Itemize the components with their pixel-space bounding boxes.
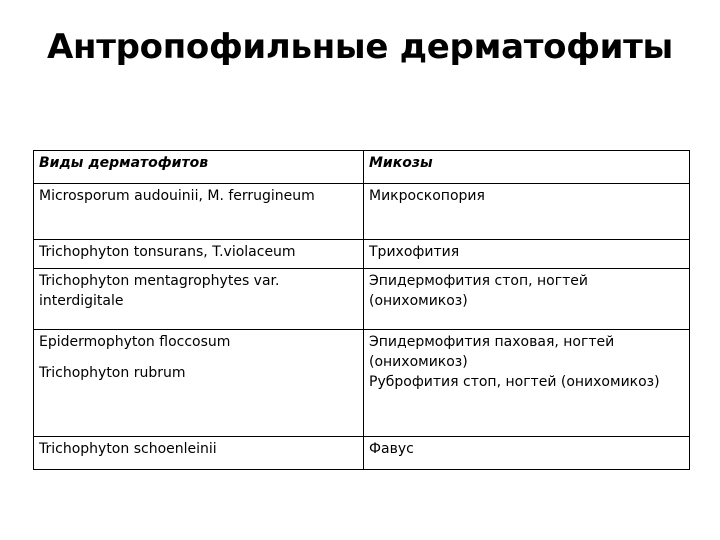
mycosis-cell <box>364 437 690 470</box>
species-name: Trichophyton tonsurans, T.violaceum <box>39 244 296 260</box>
species-name: Trichophyton rubrum <box>39 365 186 381</box>
slide-title: Антропофильные дерматофиты <box>46 27 673 67</box>
header-mycoses: Микозы <box>364 151 690 184</box>
species-name: Trichophyton mentagrophytes var. interdigitale <box>39 273 280 309</box>
table-row <box>34 437 690 470</box>
cell-spacer <box>39 352 358 363</box>
mycosis-name: Фавус <box>369 441 414 457</box>
mycosis-cell <box>364 269 690 330</box>
species-cell <box>34 240 364 269</box>
mycosis-name: Эпидермофития стоп, ногтей (онихомикоз) <box>369 273 588 309</box>
mycosis-name: Микроскопория <box>369 188 485 204</box>
species-cell <box>34 437 364 470</box>
header-species: Виды дерматофитов <box>34 151 364 184</box>
species-cell <box>34 330 364 437</box>
mycosis-name: Руброфития стоп, ногтей (онихомикоз) <box>369 374 660 390</box>
species-cell <box>34 269 364 330</box>
dermatophytes-table <box>33 150 690 470</box>
mycosis-cell <box>364 184 690 240</box>
table-row <box>34 184 690 240</box>
mycosis-name: Трихофития <box>369 244 460 260</box>
species-cell <box>34 184 364 240</box>
table-row <box>34 240 690 269</box>
mycosis-cell <box>364 330 690 437</box>
species-name: Epidermophyton floccosum <box>39 334 231 350</box>
table-row <box>34 269 690 330</box>
table-header-row <box>34 151 690 184</box>
species-name: Microsporum audouinii, M. ferrugineum <box>39 188 315 204</box>
table-row <box>34 330 690 437</box>
mycosis-name: Эпидермофития паховая, ногтей (онихомикоз) <box>369 334 615 370</box>
species-name: Trichophyton schoenleinii <box>39 441 217 457</box>
mycosis-cell <box>364 240 690 269</box>
